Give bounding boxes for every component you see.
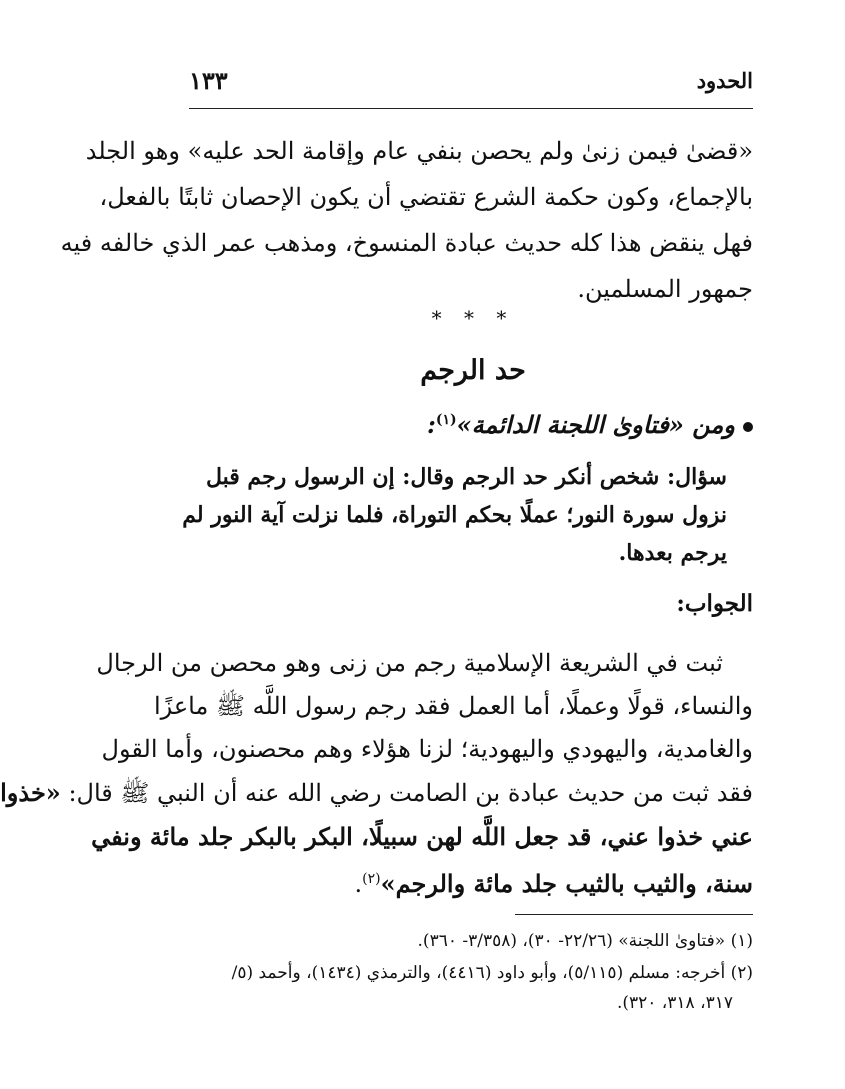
source-text: ومن «فتاوىٰ اللجنة الدائمة»	[456, 410, 735, 439]
answer-label: الجواب:	[676, 590, 753, 617]
answer-line	[0, 771, 753, 815]
hadith-text: سنة، والثيب بالثيب جلد مائة والرجم»	[380, 869, 753, 898]
page-number: ١٣٣	[189, 66, 228, 95]
footnote-ref: (١)	[435, 412, 457, 428]
answer-paragraph	[0, 642, 753, 906]
intro-line: «قضىٰ فيمن زنىٰ ولم يحصن بنفي عام وإقامة الحد عليه» وهو الجلد	[85, 137, 753, 165]
footnote-ref: (٢)	[362, 871, 381, 887]
answer-line: ثبت في الشريعة الإسلامية رجم من زنى وهو محصن من الرجال	[96, 649, 723, 677]
answer-text: فقد ثبت من حديث عبادة بن الصامت رضي الله عنه أن النبي ﷺ قال:	[68, 779, 753, 807]
hadith-line-last	[189, 858, 753, 906]
question-block	[182, 458, 727, 572]
section-title: حد الرجم	[420, 355, 526, 386]
intro-line: بالإجماع، وكون حكمة الشرع تقتضي أن يكون الإحصان ثابتًا بالفعل،	[99, 183, 753, 211]
footnote-rule	[515, 914, 753, 915]
header-rule	[189, 108, 753, 109]
footnote-1: (١) «فتاوىٰ اللجنة» (٢٢/٢٦- ٣٠)، (٣/٣٥٨- ٣٦٠).	[417, 931, 753, 951]
source-colon: :	[426, 410, 436, 439]
chapter-title: الحدود	[696, 68, 753, 93]
period: .	[354, 870, 363, 898]
question-line: سؤال: شخص أنكر حد الرجم وقال: إن الرسول رجم قبل	[205, 464, 727, 490]
question-line: يرجم بعدها.	[618, 540, 727, 566]
intro-paragraph	[60, 128, 753, 312]
bullet-icon	[743, 422, 753, 432]
answer-line: والنساء، قولًا وعملًا، أما العمل فقد رجم رسول اللَّه ﷺ ماعزًا	[153, 692, 753, 720]
hadith-quote-start: «خذوا	[0, 778, 61, 807]
intro-line: فهل ينقض هذا كله حديث عبادة المنسوخ، ومذهب عمر الذي خالفه فيه	[60, 229, 753, 257]
hadith-line: عني خذوا عني، قد جعل اللَّه لهن سبيلًا، البكر بالبكر جلد مائة ونفي	[91, 822, 753, 851]
intro-line: جمهور المسلمين.	[577, 275, 753, 303]
footnote-2: (٢) أخرجه: مسلم (٥/١١٥)، وأبو داود (٤٤١٦)، والترمذي (١٤٣٤)، وأحمد (٥/	[231, 963, 753, 983]
source-line	[189, 410, 753, 439]
section-separator: * * *	[431, 306, 515, 330]
running-header	[189, 60, 753, 100]
question-line: نزول سورة النور؛ عملًا بحكم التوراة، فلما نزلت آية النور لم	[182, 502, 727, 528]
footnote-2-continued: ٣١٧، ٣١٨، ٣٢٠).	[616, 993, 733, 1013]
answer-line: والغامدية، واليهودي واليهودية؛ لزنا هؤلاء وهم محصنون، وأما القول	[101, 735, 753, 763]
